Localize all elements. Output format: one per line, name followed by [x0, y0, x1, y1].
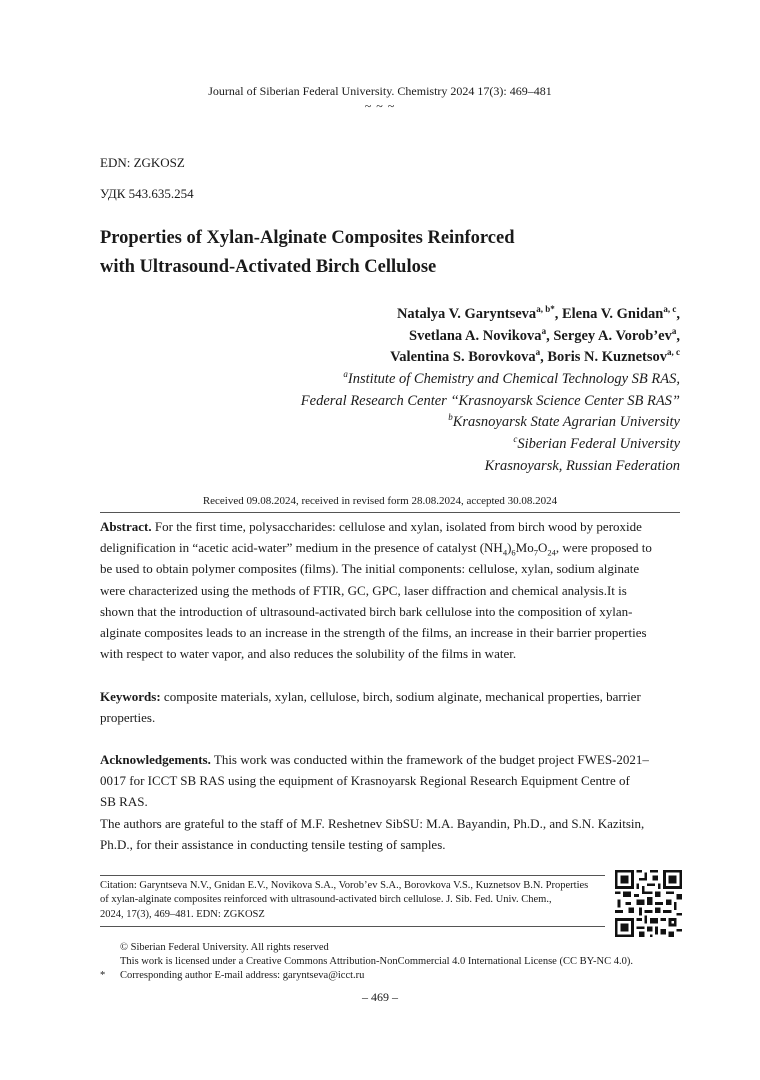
author-line-3: Valentina S. Borovkova$^a$, Boris N. Kuznetsov$^{a, c}$: [390, 347, 680, 365]
journal-header: Journal of Siberian Federal University. Chemistry 2024 17(3): 469–481: [208, 84, 552, 98]
divider: [100, 875, 605, 876]
author-affiliation-mark: a, c: [663, 304, 677, 315]
abstract-label: Abstract.: [100, 519, 152, 534]
author-name: Boris N. Kuznetsov: [547, 349, 667, 365]
paper-title: [100, 224, 660, 282]
copyright-note: © Siberian Federal University. All rights reserved: [120, 942, 329, 953]
corresponding-author-note: * Corresponding author E-mail address: garyntseva@icct.ru: [100, 970, 365, 981]
author-list: [390, 304, 680, 369]
divider: [100, 512, 680, 513]
author-affiliation-mark: a, b*: [536, 304, 555, 315]
author-name: Svetlana A. Novikova: [409, 327, 542, 344]
title-line-2: with Ultrasound-Activated Birch Cellulose: [100, 257, 437, 277]
author-affiliation-mark: a: [671, 325, 677, 336]
author-name: Elena V. Gnidan: [561, 306, 664, 322]
affiliation-c: $^c$Siberian Federal University: [513, 434, 680, 453]
affiliation-b: $^b$Krasnoyarsk State Agrarian University: [448, 412, 680, 431]
keywords: Keywords: composite materials, xylan, cellulose, birch, sodium alginate, mechanical properties, barrier properties.: [100, 689, 641, 726]
title-line-1: Properties of Xylan-Alginate Composites Reinforced: [100, 228, 515, 248]
keywords-label: Keywords:: [100, 689, 161, 704]
divider: [100, 926, 605, 927]
affiliation-list: [301, 369, 680, 478]
affiliation-mark: a: [343, 369, 348, 380]
author-name: Sergey A. Vorob’ev: [553, 327, 672, 344]
page-number: – 469 –: [362, 990, 398, 1004]
header-ornament: ~ ~ ~: [364, 99, 396, 113]
author-line-1: Natalya V. Garyntseva$^{a, b*}$, Elena V. Gnidan$^{a, c}$,: [396, 304, 680, 322]
author-affiliation-mark: a: [541, 325, 547, 336]
udk-identifier: УДК 543.635.254: [100, 186, 194, 201]
edn-identifier: EDN: ZGKOSZ: [100, 155, 185, 170]
affiliation-city: Krasnoyarsk, Russian Federation: [484, 457, 680, 474]
author-affiliation-mark: a: [535, 347, 541, 358]
affiliation-mark: c: [513, 434, 518, 445]
author-line-2: Svetlana A. Novikova$^a$, Sergey A. $Vorob’ev^a$,: [409, 325, 680, 344]
citation: Citation: Garyntseva N.V., Gnidan E.V., Novikova S.A., Vorob’ev S.A., Borovkova V.S., Kuznetsov B.N. Properties of xylan-alginate composites reinforced with ultrasound-activated birch cellulose. J. Sib. Fed. Univ. Chem., 2024, 17(3), 469–481. EDN: ZGKOSZ: [100, 880, 589, 920]
affiliation-a-cont: Federal Research Center ‘‘Krasnoyarsk Science Center SB RAS”: [300, 392, 680, 409]
qr-code-icon[interactable]: [615, 870, 682, 937]
footnote-star: *: [100, 970, 106, 981]
abstract: Abstract. For the first time, polysaccharides: cellulose and xylan, isolated from birch wood by peroxide delignification in “acetic acid-water” medium in the presence of catalyst $(NH_4)_6Mo_7O_{24}$, were proposed to be used to obtain polymer composites (films). The initial components: cellulose, xylan, sodium alginate were characterized using the methods of FTIR, GC, GPC, laser diffraction and chemical analysis.It is shown that the introduction of ultrasound-activated birch bark cellulose into the composition of xylan- alginate composites leads to an increase in the strength of the films, an increase in their barrier properties with respect to water vapor, and also reduces the solubility of the films in water.: [100, 519, 652, 662]
received-dates: Received 09.08.2024, received in revised form 28.08.2024, accepted 30.08.2024: [202, 495, 558, 507]
affiliation-a: $^a$Institute of Chemistry and Chemical Technology SB RAS,: [343, 369, 680, 387]
footer-notes: [100, 941, 700, 983]
author-name: Valentina S. Borovkova: [390, 349, 536, 365]
license-note: This work is licensed under a Creative Commons Attribution-NonCommercial 4.0 International License (CC BY-NC 4.0).: [120, 956, 633, 967]
affiliation-mark: b: [448, 412, 453, 423]
author-affiliation-mark: a, c: [667, 347, 680, 358]
author-name: Natalya V. Garyntseva: [396, 306, 537, 322]
acknowledgements-label: Acknowledgements.: [100, 752, 211, 767]
acknowledgements: Acknowledgements. This work was conducted within the framework of the budget project FWES-2021– 0017 for ICCT SB RAS using the equipment of Krasnoyarsk Regional Research Equipment Centre of SB RAS. The authors are grateful to the staff of M.F. Reshetnev SibSU: M.A. Bayandin, Ph.D., and S.N. Kazitsin, Ph.D., for their assistance in conducting tensile testing of samples.: [100, 752, 649, 852]
